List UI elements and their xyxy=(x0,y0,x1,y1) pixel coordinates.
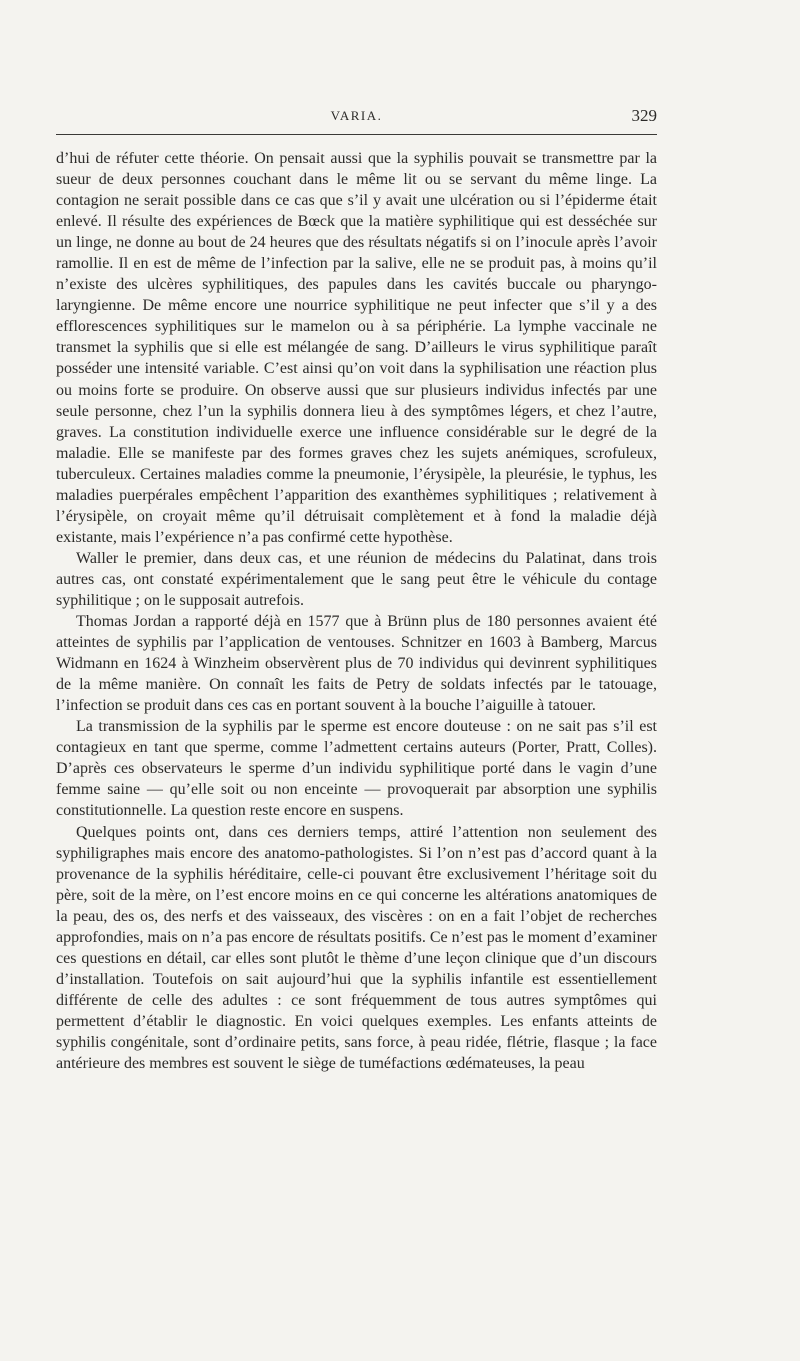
paragraph: Waller le premier, dans deux cas, et une réunion de médecins du Palatinat, dans trois autres cas, ont constaté expérimentalement que le sang peut être le véhicule du contage syphilitique ; on le supposait autrefois. xyxy=(56,549,657,609)
paragraph: d’hui de réfuter cette théorie. On pensait aussi que la syphilis pouvait se transmettre par la sueur de deux personnes couchant dans le même lit ou se servant du même linge. La contagion ne serait possible dans ce cas que s’il y avait une ulcération ou si l’épiderme était enlevé. Il résulte des expériences de Bœck que la matière syphilitique qui est desséchée sur un linge, ne donne au bout de 24 heures que des résultats négatifs si on l’inocule après l’avoir ramollie. Il en est de même de l’infection par la salive, elle ne se produit pas, à moins qu’il n’existe des ulcères syphilitiques, des papules dans les cavités buccale ou pharyngo-laryngienne. De même encore une nourrice syphilitique ne peut infecter que s’il y a des efflorescences syphilitiques sur le mamelon ou à sa périphérie. La lymphe vaccinale ne transmet la syphilis que si elle est mélangée de sang. D’ailleurs le virus syphilitique paraît posséder une intensité variable. C’est ainsi qu’on voit dans la syphilisation une réaction plus ou moins forte se produire. On observe aussi que sur plusieurs individus infectés par une seule personne, chez l’un la syphilis donnera lieu à des symptômes légers, et chez l’autre, graves. La constitution individuelle exerce une influence considérable sur le degré de la maladie. Elle se manifeste par des formes graves chez les sujets anémiques, scrofuleux, tuberculeux. Certaines maladies comme la pneumonie, l’érysipèle, la pleurésie, le typhus, les maladies puerpérales empêchent l’apparition des exanthèmes syphilitiques ; relativement à l’érysipèle, on croyait même qu’il détruisait complètement et à fond la maladie déjà existante, mais l’expérience n’a pas confirmé cette hypothèse. xyxy=(56,150,657,546)
body-text xyxy=(56,148,657,1074)
paragraph: Quelques points ont, dans ces derniers temps, attiré l’attention non seulement des syphiligraphes mais encore des anatomo-pathologistes. Si l’on n’est pas d’accord quant à la provenance de la syphilis héréditaire, celle-ci pouvant être exclusivement l’héritage soit du père, soit de la mère, on l’est encore moins en ce qui concerne les altérations anatomiques de la peau, des os, des nerfs et des vaisseaux, des viscères : on en a fait l’objet de recherches approfondies, mais on n’a pas encore de résultats positifs. Ce n’est pas le moment d’examiner ces questions en détail, car elles sont plutôt le thème d’une leçon clinique que d’un discours d’installation. Toutefois on sait aujourd’hui que la syphilis infantile est essentiellement différente de celle des adultes : ce sont fréquemment de tous autres symptômes qui permettent d’établir le diagnostic. En voici quelques exemples. Les enfants atteints de syphilis congénitale, sont d’ordinaire petits, sans force, à peau ridée, flétrie, flasque ; la face antérieure des membres est souvent le siège de tuméfactions œdémateuses, la peau xyxy=(56,823,657,1073)
paragraph: La transmission de la syphilis par le sperme est encore douteuse : on ne sait pas s’il est contagieux en tant que sperme, comme l’admettent certains auteurs (Porter, Pratt, Colles). D’après ces observateurs le sperme d’un individu syphilitique porté dans le vagin d’une femme saine — qu’elle soit ou non enceinte — provoquerait par absorption une syphilis constitutionnelle. La question reste encore en suspens. xyxy=(56,718,657,820)
paragraph: Thomas Jordan a rapporté déjà en 1577 que à Brünn plus de 180 personnes avaient été atteintes de syphilis par l’application de ventouses. Schnitzer en 1603 à Bamberg, Marcus Widmann en 1624 à Winzheim observèrent plus de 70 individus qui devinrent syphilitiques de la même manière. On connaît les faits de Petry de soldats infectés par le tatouage, l’infection se produit dans ces cas en portant souvent à la bouche l’aiguille à tatouer. xyxy=(56,613,657,715)
page-number: 329 xyxy=(631,106,657,125)
running-head xyxy=(56,104,657,128)
header-rule xyxy=(56,134,657,135)
running-title: VARIA. xyxy=(330,108,383,123)
